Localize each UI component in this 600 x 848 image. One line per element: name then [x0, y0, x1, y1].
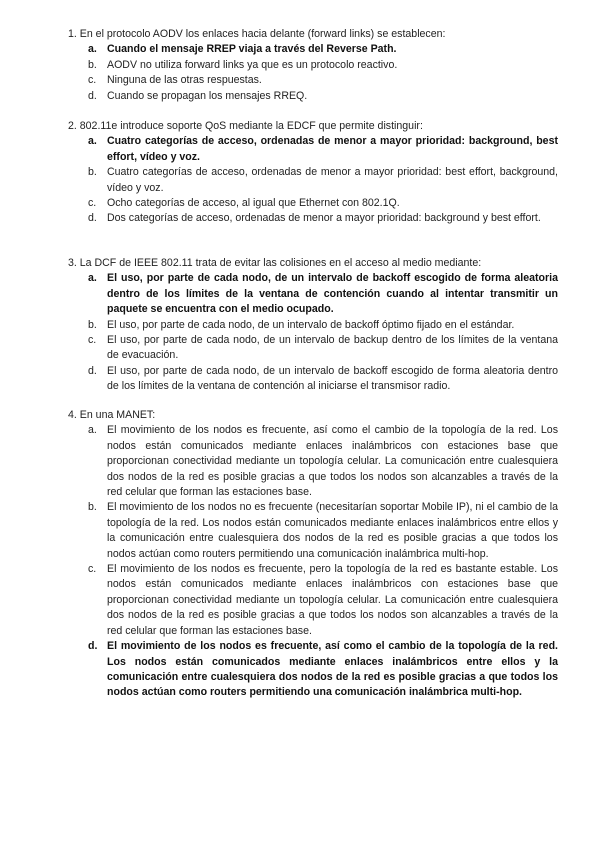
question-4 — [68, 408, 558, 701]
question-2 — [68, 119, 558, 227]
answer-option-a-correct — [68, 134, 558, 165]
option-letter: c. — [88, 563, 97, 576]
answer-options — [68, 271, 558, 394]
option-letter: b. — [88, 166, 97, 179]
answer-option-c — [68, 196, 558, 211]
option-letter: a. — [88, 272, 97, 285]
option-text: El movimiento de los nodos no es frecuente (necesitarían soportar Mobile IP), ni el cambio de la topología de la red. Los nodos están comunicados mediante enlaces inalámbricos entre ellos y la comunicación entre cualesquiera dos nodos de la red es posible gracias a que todos los nodos actúan como routers permitiendo una comunicación inalámbrica multi-hop. — [107, 501, 558, 560]
option-text: El uso, por parte de cada nodo, de un intervalo de backoff óptimo fijado en el estándar. — [107, 318, 515, 331]
answer-option-b — [68, 58, 558, 73]
option-letter: c. — [88, 334, 97, 347]
option-letter: b. — [88, 58, 97, 71]
answer-option-c — [68, 562, 558, 639]
answer-options — [68, 42, 558, 104]
option-letter: a. — [88, 424, 97, 437]
option-text: Cuando se propagan los mensajes RREQ. — [107, 89, 308, 102]
option-text: El movimiento de los nodos es frecuente, así como el cambio de la topología de la red. Los nodos están comunicados mediante enlaces inalámbricos con estaciones base que proporcionan conectividad mediante un topología celular. La comunicación entre cualesquiera dos nodos de la red es posible gracias a que todos los nodos son alcanzables a través de la red celular que forman las estaciones base. — [107, 424, 558, 499]
option-text: El movimiento de los nodos es frecuente, pero la topología de la red es bastante estable. Los nodos están comunicados mediante enlaces inalámbricos con estaciones base que proporcionan conectividad mediante un topología celular. La comunicación entre cualesquiera dos nodos de la red es posible gracias a que todos los nodos son alcanzables a través de la red celular que forman las estaciones base. — [107, 563, 558, 637]
option-letter: a. — [88, 135, 97, 148]
option-text: Ninguna de las otras respuestas. — [107, 74, 262, 87]
option-letter: b. — [88, 318, 97, 331]
option-letter: d. — [88, 640, 98, 653]
option-text: AODV no utiliza forward links ya que es un protocolo reactivo. — [107, 58, 398, 71]
option-letter: d. — [88, 212, 97, 225]
option-letter: c. — [88, 74, 97, 87]
answer-option-c — [68, 73, 558, 88]
answer-option-b — [68, 500, 558, 562]
option-text: Ocho categorías de acceso, al igual que Ethernet con 802.1Q. — [107, 197, 400, 210]
option-letter: d. — [88, 364, 97, 377]
option-letter: d. — [88, 89, 97, 102]
option-letter: b. — [88, 501, 97, 514]
answer-option-d — [68, 211, 558, 226]
question-text: 4. En una MANET: — [68, 409, 156, 421]
option-text: Cuatro categorías de acceso, ordenadas de menor a mayor prioridad: best effort, background, vídeo y voz. — [107, 166, 558, 194]
option-text: Cuando el mensaje RREP viaja a través del Reverse Path. — [107, 43, 397, 56]
question-text: 3. La DCF de IEEE 802.11 trata de evitar las colisiones en el acceso al medio mediante: — [68, 257, 482, 269]
answer-options — [68, 134, 558, 226]
answer-option-d — [68, 364, 558, 395]
answer-option-d — [68, 89, 558, 104]
option-text: Cuatro categorías de acceso, ordenadas de menor a mayor prioridad: background, best effort, vídeo y voz. — [107, 135, 558, 163]
answer-option-d-correct — [68, 639, 558, 701]
question-text: 2. 802.11e introduce soporte QoS mediante la EDCF que permite distinguir: — [68, 120, 423, 132]
option-text: El uso, por parte de cada nodo, de un intervalo de backup dentro de los límites de la ventana de evacuación. — [107, 334, 558, 362]
question-1 — [68, 27, 558, 104]
option-letter: c. — [88, 197, 97, 210]
answer-option-a — [68, 423, 558, 500]
question-3 — [68, 256, 558, 395]
answer-option-a-correct — [68, 271, 558, 317]
option-text: El movimiento de los nodos es frecuente, así como el cambio de la topología de la red. Los nodos están comunicados mediante enlaces inalámbricos entre ellos y la comunicación entre cualesquiera dos nodos de la red es posible gracias a que todos los nodos actúan como routers permitiendo una comunicación inalámbrica multi-hop. — [107, 640, 558, 699]
answer-option-c — [68, 333, 558, 364]
answer-option-b — [68, 318, 558, 333]
option-text: El uso, por parte de cada nodo, de un intervalo de backoff escogido de forma aleatoria dentro de los límites de la ventana de contención cuando al intentar transmitir un paquete se encuentra con el medio ocupado. — [107, 272, 558, 316]
option-letter: a. — [88, 43, 97, 56]
answer-option-b — [68, 165, 558, 196]
option-text: Dos categorías de acceso, ordenadas de menor a mayor prioridad: background y best effort. — [107, 212, 541, 225]
answer-option-a-correct — [68, 42, 558, 57]
answer-options — [68, 423, 558, 700]
option-text: El uso, por parte de cada nodo, de un intervalo de backoff escogido de forma aleatoria dentro de los límites de la ventana de contención al iniciarse el transmisor radio. — [107, 364, 558, 393]
question-text: 1. En el protocolo AODV los enlaces hacia delante (forward links) se establecen: — [68, 28, 446, 40]
